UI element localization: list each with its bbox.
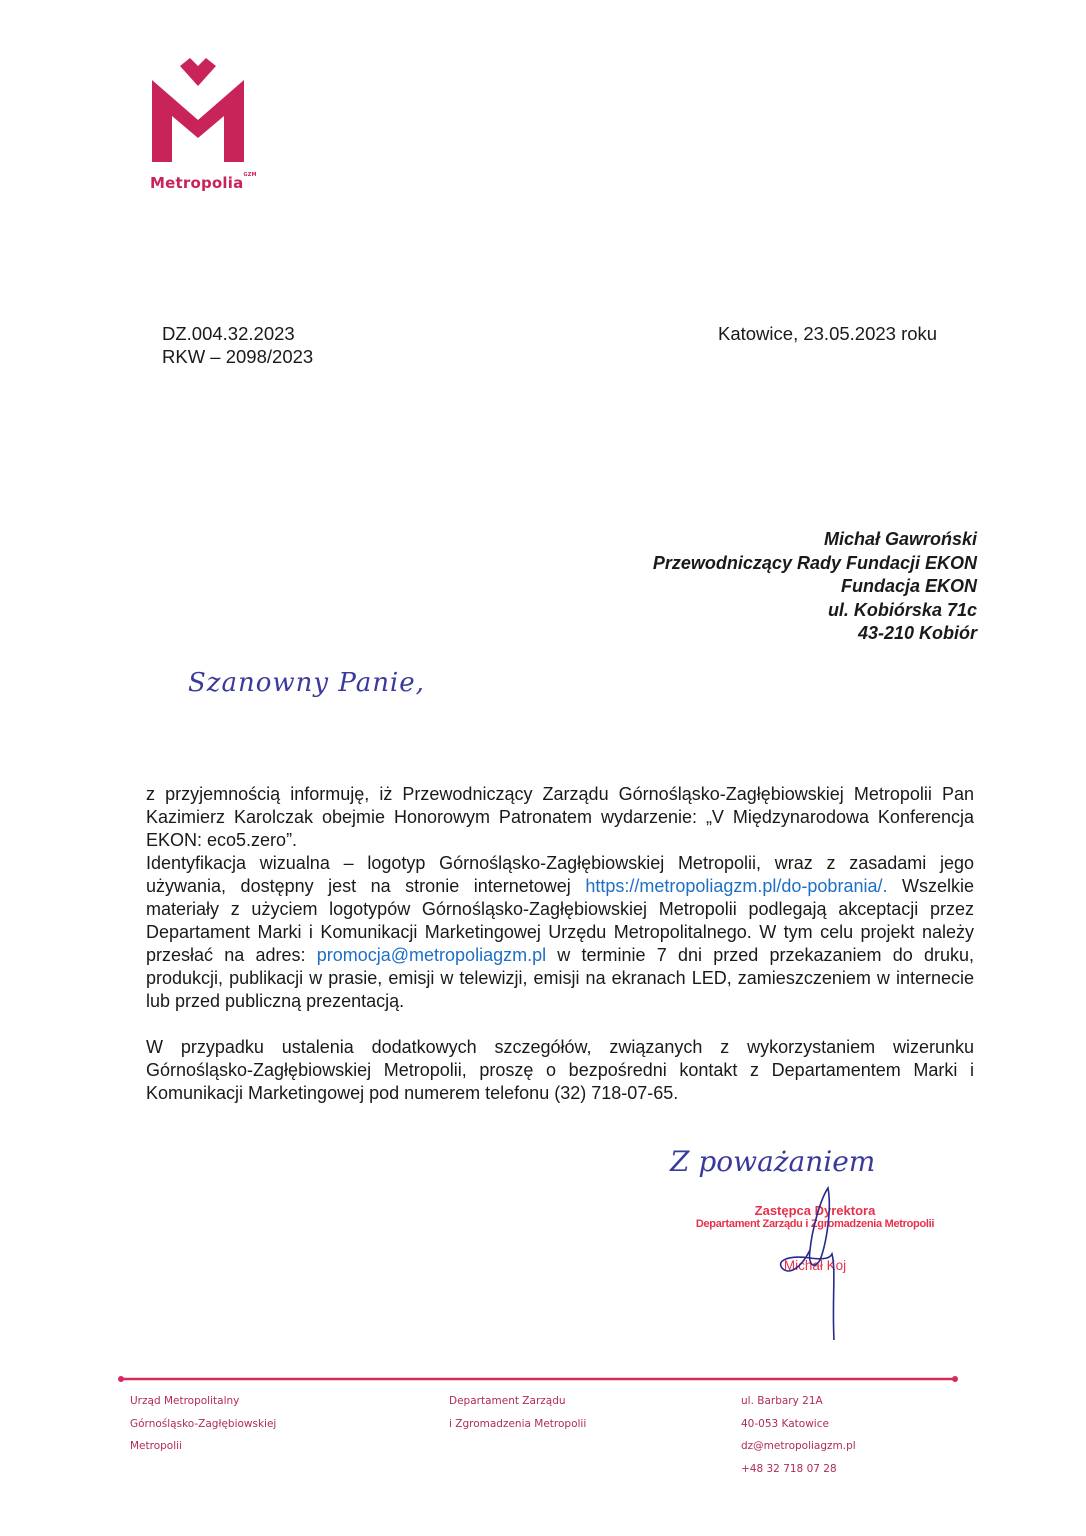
footer-email[interactable]: dz@metropoliagzm.pl xyxy=(741,1440,856,1452)
body-paragraph-1 xyxy=(146,783,974,1013)
paragraph-1-materials: Wszelkie materiały z użyciem logotypów Górnośląsko-Zagłębiowskiej Metropolii podlegają akceptacji przez Departament Marki i Komunikacji Marketingowej Urzędu Metropolitalnego. W tym celu projekt należy przesłać na adres: xyxy=(146,876,975,965)
footer-line: i Zgromadzenia Metropolii xyxy=(449,1417,587,1430)
paragraph-1-intro: z przyjemnością informuję, iż Przewodniczący Zarządu Górnośląsko-Zagłębiowskiej Metropolii Pan Kazimierz Karolczak obejmie Honorowym Patronatem wydarzenie: „V Międzynarodowa Konferencja EKON: eco5.zero”. xyxy=(146,784,974,850)
footer-line: Departament Zarządu xyxy=(449,1395,566,1407)
stamp-name: Michał Koj xyxy=(783,1258,847,1273)
footer-divider xyxy=(118,1376,958,1382)
footer-city: 40-053 Katowice xyxy=(741,1417,829,1430)
recipient-block xyxy=(653,528,977,646)
brand-superscript: GZM xyxy=(243,172,257,178)
signature-icon xyxy=(770,1180,860,1350)
stamp-position: Zastępca Dyrektora xyxy=(754,1203,876,1218)
handwritten-salutation: Szanowny Panie, xyxy=(188,668,425,698)
footer-line: Górnośląsko-Zagłębiowskiej xyxy=(130,1417,277,1430)
reference-numbers xyxy=(162,322,313,368)
footer-office-name xyxy=(130,1390,276,1458)
download-link[interactable]: https://metropoliagzm.pl/do-pobrania/. xyxy=(585,876,888,896)
footer-line: Urząd Metropolitalny xyxy=(130,1395,240,1407)
footer-street: ul. Barbary 21A xyxy=(741,1395,823,1407)
promotion-email-link[interactable]: promocja@metropoliagzm.pl xyxy=(316,945,547,965)
reference-line-1: DZ.004.32.2023 xyxy=(162,323,295,344)
footer-department xyxy=(449,1390,586,1435)
recipient-organization: Fundacja EKON xyxy=(840,576,977,596)
brand-name: Metropolia xyxy=(150,174,244,192)
reference-line-2: RKW – 2098/2023 xyxy=(162,346,314,367)
recipient-street: ul. Kobiórska 71c xyxy=(827,599,977,620)
footer-contact xyxy=(741,1390,856,1480)
recipient-title: Przewodniczący Rady Fundacji EKON xyxy=(652,552,977,573)
footer-line: Metropolii xyxy=(130,1440,182,1452)
handwritten-closing: Z poważaniem xyxy=(670,1145,876,1178)
recipient-name: Michał Gawroński xyxy=(823,529,977,549)
recipient-city: 43-210 Kobiór xyxy=(857,623,977,643)
paragraph-1-identity: Identyfikacja wizualna – logotyp Górnośląsko-Zagłębiowskiej Metropolii, wraz z zasadami jego używania, dostępny jest na stronie internetowej xyxy=(146,853,974,896)
body-paragraph-2: W przypadku ustalenia dodatkowych szczegółów, związanych z wykorzystaniem wizerunku Górnośląsko-Zagłębiowskiej Metropolii, proszę o bezpośredni kontakt z Departamentem Marki i Komunikacji Marketingowej pod numerem telefonu (32) 718-07-65. xyxy=(146,1037,974,1103)
footer-phone: +48 32 718 07 28 xyxy=(741,1462,837,1475)
brand-wordmark xyxy=(150,174,257,192)
date-line: Katowice, 23.05.2023 roku xyxy=(718,323,938,344)
paragraph-1-deadline: w terminie 7 dni przed przekazaniem do druku, produkcji, publikacji w prasie, emisji w telewizji, emisji na ekranach LED, zamieszczeniem w internecie lub przed publiczną prezentacją. xyxy=(146,945,975,1011)
stamp-department: Departament Zarządu i Zgromadzenia Metropolii xyxy=(695,1218,935,1230)
